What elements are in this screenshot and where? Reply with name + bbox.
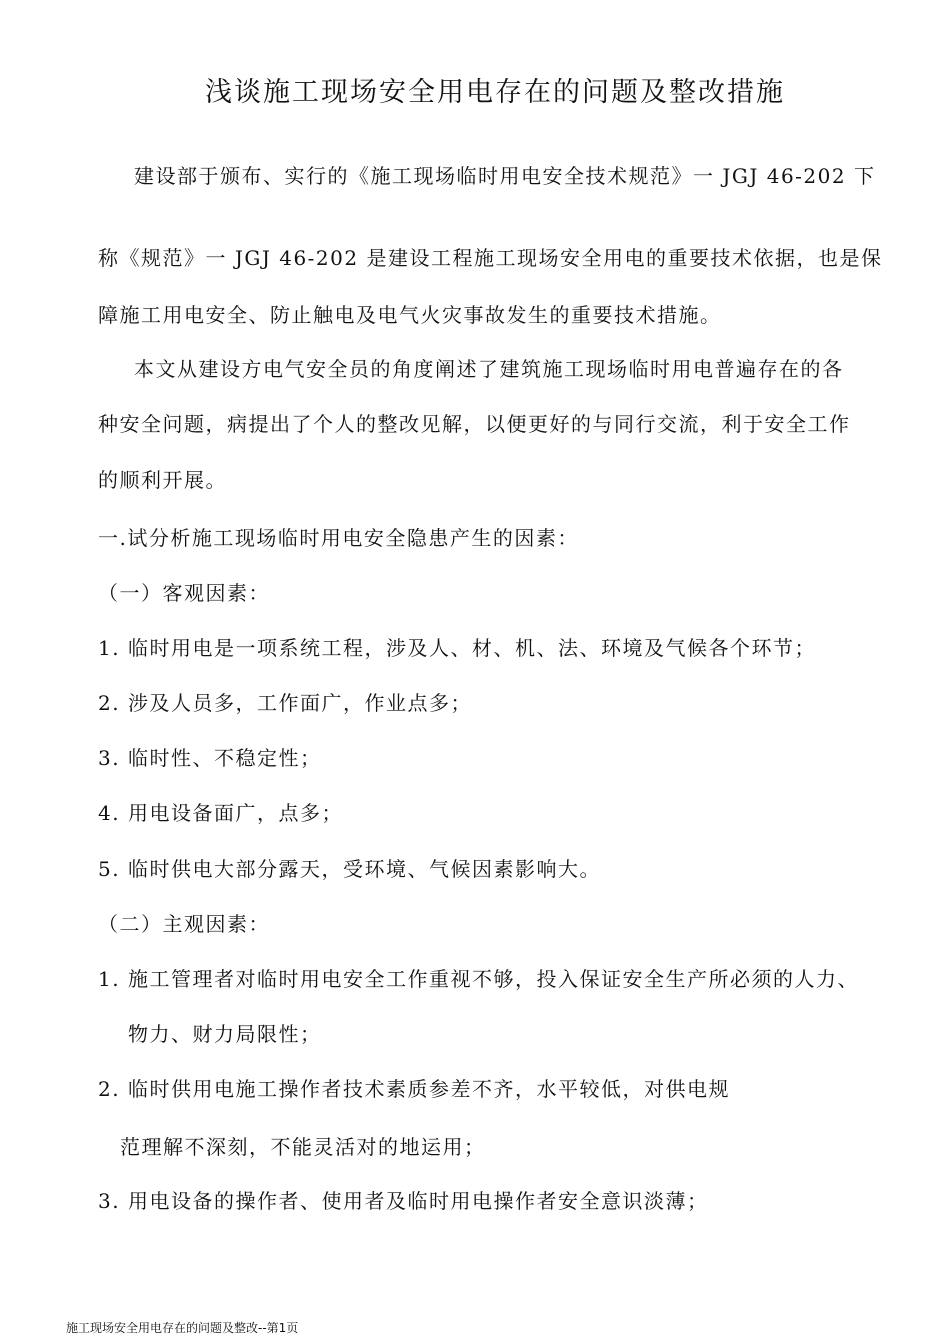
list-item: 3. 用电设备的操作者、使用者及临时用电操作者安全意识淡薄； [98, 1189, 709, 1213]
list-item-continuation: 范理解不深刻，不能灵活对的地运用； [120, 1135, 486, 1159]
list-item: 5. 临时供电大部分露天，受环境、气候因素影响大。 [98, 857, 601, 881]
section-heading: 一.试分析施工现场临时用电安全隐患产生的因素： [98, 526, 579, 550]
paragraph-line: 称《规范》一 JGJ 46-202 是建设工程施工现场安全用电的重要技术依据，也是保 [98, 246, 883, 270]
paragraph-line: 的顺利开展。 [98, 468, 227, 492]
list-item: 2. 涉及人员多，工作面广，作业点多； [98, 691, 472, 715]
list-item: 1. 施工管理者对临时用电安全工作重视不够，投入保证安全生产所必须的人力、 [98, 967, 859, 991]
paragraph-line: 本文从建设方电气安全员的角度阐述了建筑施工现场临时用电普遍存在的各 [134, 357, 844, 381]
list-item: 2. 临时供用电施工操作者技术素质参差不齐，水平较低，对供电规 [98, 1077, 730, 1101]
paragraph-line: 建设部于颁布、实行的《施工现场临时用电安全技术规范》一 JGJ 46-202 下 [134, 164, 876, 188]
list-item: 4. 用电设备面广，点多； [98, 801, 343, 825]
document-title: 浅谈施工现场安全用电存在的问题及整改措施 [205, 77, 785, 108]
paragraph-line: 种安全问题，病提出了个人的整改见解，以便更好的与同行交流，利于安全工作 [98, 412, 851, 436]
list-item-continuation: 物力、财力局限性； [128, 1022, 322, 1046]
paragraph-line: 障施工用电安全、防止触电及电气火灾事故发生的重要技术措施。 [98, 303, 722, 327]
list-item: 3. 临时性、不稳定性； [98, 746, 322, 770]
page-footer: 施工现场安全用电存在的问题及整改--第1页 [66, 1321, 299, 1335]
subsection-heading: （一）客观因素： [98, 581, 270, 605]
subsection-heading: （二）主观因素： [98, 912, 270, 936]
list-item: 1. 临时用电是一项系统工程，涉及人、材、机、法、环境及气候各个环节； [98, 636, 816, 660]
